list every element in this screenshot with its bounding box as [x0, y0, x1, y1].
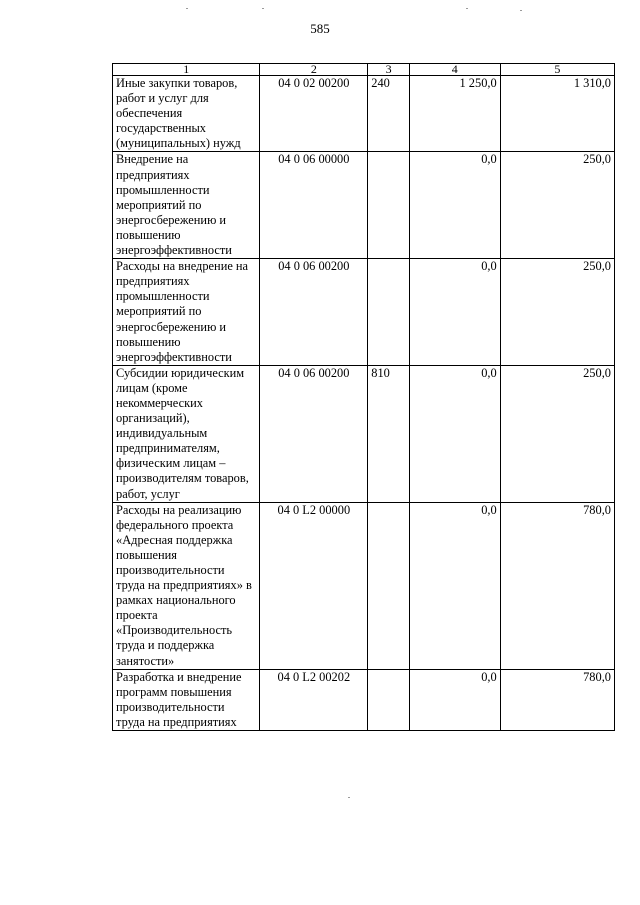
- row-value5-cell: 250,0: [500, 365, 614, 502]
- table-row: [113, 669, 615, 730]
- scan-speck: [262, 8, 264, 9]
- scan-speck: [520, 10, 522, 11]
- row-value4-cell: 0,0: [409, 502, 500, 669]
- row-type-cell: 810: [368, 365, 410, 502]
- row-code-cell: 04 0 L2 00202: [260, 669, 368, 730]
- column-header-2: 2: [260, 64, 368, 76]
- table-row: [113, 76, 615, 152]
- row-code-cell: 04 0 06 00000: [260, 152, 368, 259]
- column-header-5: 5: [500, 64, 614, 76]
- table-row: [113, 259, 615, 366]
- row-code-cell: 04 0 06 00200: [260, 259, 368, 366]
- page-number: 585: [310, 21, 330, 36]
- row-name-cell: Субсидии юридическим лицам (кроме некоммерческих организаций), индивидуальным предпринимателям, физическим лицам – производителям товаров, работ, услуг: [113, 365, 260, 502]
- row-value5-cell: 780,0: [500, 669, 614, 730]
- row-value4-cell: 1 250,0: [409, 76, 500, 152]
- row-value5-cell: 250,0: [500, 152, 614, 259]
- scan-speck: [466, 8, 468, 9]
- row-type-cell: [368, 669, 410, 730]
- row-value4-cell: 0,0: [409, 365, 500, 502]
- column-header-1: 1: [113, 64, 260, 76]
- row-value4-cell: 0,0: [409, 259, 500, 366]
- row-name-cell: Разработка и внедрение программ повышения производительности труда на предприятиях: [113, 669, 260, 730]
- row-type-cell: [368, 502, 410, 669]
- row-value4-cell: 0,0: [409, 152, 500, 259]
- column-header-3: 3: [368, 64, 410, 76]
- row-name-cell: Внедрение на предприятиях промышленности мероприятий по энергосбережению и повышению энергоэффективности: [113, 152, 260, 259]
- table-header-row: [113, 64, 615, 76]
- scan-speck: [348, 797, 350, 798]
- row-value5-cell: 780,0: [500, 502, 614, 669]
- table-row: [113, 502, 615, 669]
- row-type-cell: [368, 259, 410, 366]
- table-row: [113, 365, 615, 502]
- column-header-4: 4: [409, 64, 500, 76]
- row-name-cell: Расходы на внедрение на предприятиях промышленности мероприятий по энергосбережению и повышению энергоэффективности: [113, 259, 260, 366]
- row-type-cell: 240: [368, 76, 410, 152]
- row-type-cell: [368, 152, 410, 259]
- table-row: [113, 152, 615, 259]
- row-name-cell: Расходы на реализацию федерального проекта «Адресная поддержка повышения производительности труда на предприятиях» в рамках национального проекта «Производительность труда и поддержка занятости»: [113, 502, 260, 669]
- row-code-cell: 04 0 02 00200: [260, 76, 368, 152]
- row-value5-cell: 250,0: [500, 259, 614, 366]
- budget-table: [112, 63, 615, 731]
- row-value4-cell: 0,0: [409, 669, 500, 730]
- row-name-cell: Иные закупки товаров, работ и услуг для обеспечения государственных (муниципальных) нужд: [113, 76, 260, 152]
- row-code-cell: 04 0 L2 00000: [260, 502, 368, 669]
- row-code-cell: 04 0 06 00200: [260, 365, 368, 502]
- scan-speck: [186, 8, 188, 9]
- row-value5-cell: 1 310,0: [500, 76, 614, 152]
